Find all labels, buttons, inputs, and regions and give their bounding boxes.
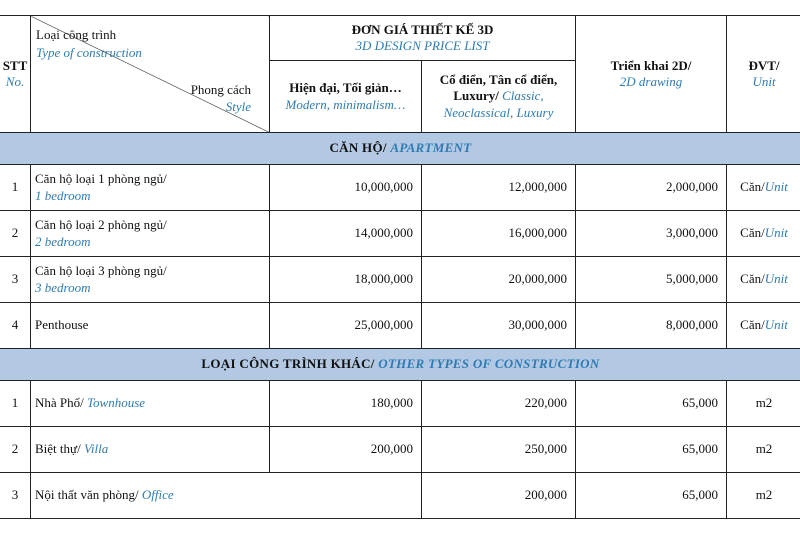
table-row: 4 Penthouse 25,000,000 30,000,000 8,000,000 Căn/Unit <box>0 303 800 349</box>
style-label-en: Style <box>225 99 251 115</box>
type-label: Loại công trình <box>36 27 117 42</box>
stt-header: STT No. <box>0 16 31 133</box>
style-label: Phong cách <box>190 81 251 97</box>
table-row: 1 Nhà Phố/ Townhouse 180,000 220,000 65,000 m2 <box>0 381 800 427</box>
table-row: 3 Căn hộ loại 3 phòng ngủ/ 3 bedroom 18,000,000 20,000,000 5,000,000 Căn/Unit <box>0 257 800 303</box>
table-row: 2 Căn hộ loại 2 phòng ngủ/ 2 bedroom 14,000,000 16,000,000 3,000,000 Căn/Unit <box>0 211 800 257</box>
section-apartment: CĂN HỘ/ APARTMENT <box>0 133 800 165</box>
table-row: 1 Căn hộ loại 1 phòng ngủ/ 1 bedroom 10,000,000 12,000,000 2,000,000 Căn/Unit <box>0 165 800 211</box>
classic-header: Cổ điển, Tân cổ điển, Luxury/ Classic, Neoclassical, Luxury <box>422 61 576 133</box>
price-3d-header: ĐƠN GIÁ THIẾT KẾ 3D 3D DESIGN PRICE LIST <box>270 16 576 61</box>
drawing-header: Triển khai 2D/ 2D drawing <box>576 16 727 133</box>
price-table <box>0 15 800 519</box>
unit-header: ĐVT/ Unit <box>727 16 800 133</box>
type-label-en: Type of construction <box>36 44 142 60</box>
modern-header: Hiện đại, Tối giản… Modern, minimalism… <box>270 61 422 133</box>
table-row: 3 Nội thất văn phòng/ Office 200,000 65,000 m2 <box>0 473 800 519</box>
section-other-types: LOẠI CÔNG TRÌNH KHÁC/ OTHER TYPES OF CONSTRUCTION <box>0 349 800 381</box>
type-style-header <box>31 16 270 133</box>
table-row: 2 Biệt thự/ Villa 200,000 250,000 65,000 m2 <box>0 427 800 473</box>
